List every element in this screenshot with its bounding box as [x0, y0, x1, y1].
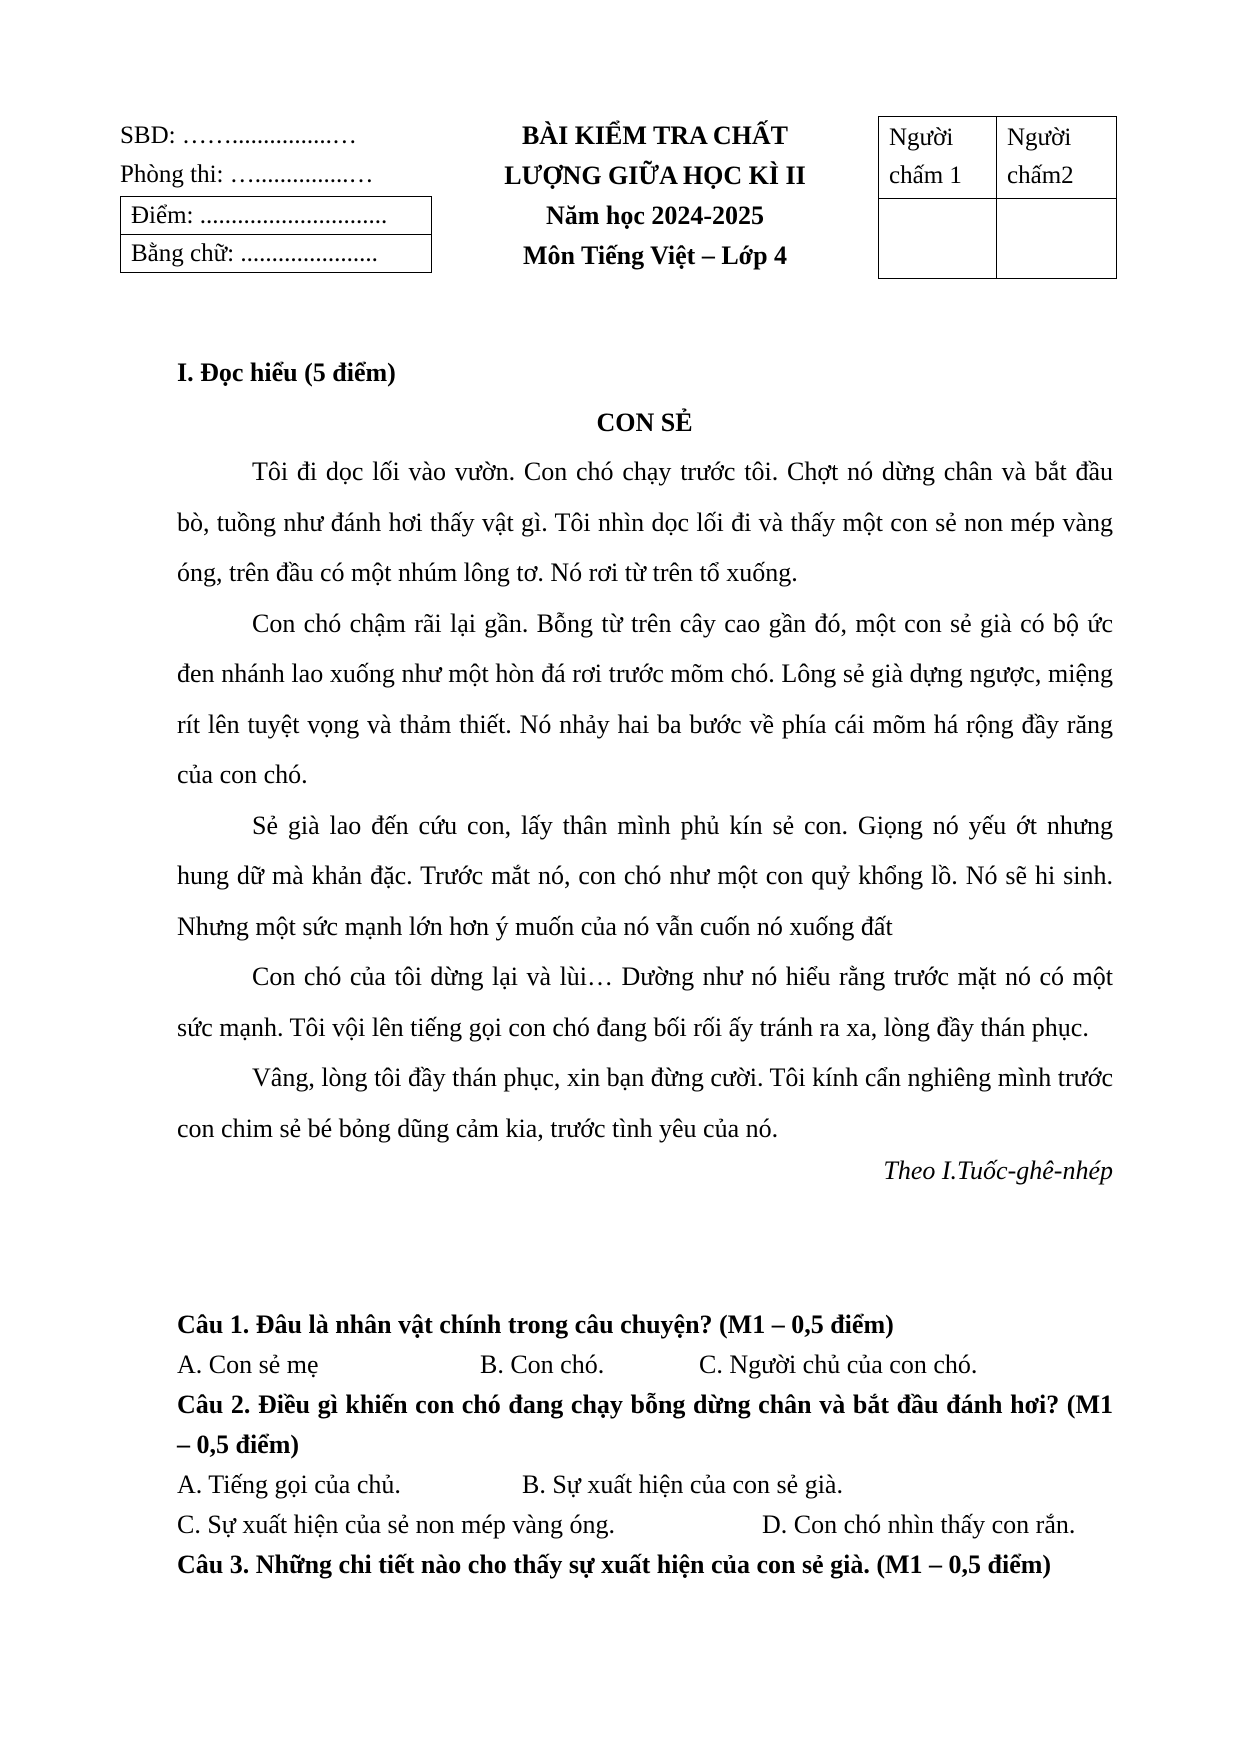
- option-text: A. Con sẻ mẹ: [177, 1350, 319, 1379]
- question-2-options-row1: [177, 1465, 1113, 1505]
- exam-title-line1: BÀI KIỂM TRA CHẤT: [521, 121, 789, 150]
- option-text: D. Con chó nhìn thấy con rắn.: [762, 1510, 1076, 1539]
- question-3: Câu 3. Những chi tiết nào cho thấy sự xuất hiện của con sẻ già. (M1 – 0,5 điểm): [177, 1550, 1052, 1579]
- option-text: B. Con chó.: [480, 1350, 605, 1379]
- story-paragraph: Tôi đi dọc lối vào vườn. Con chó chạy trước tôi. Chợt nó dừng chân và bắt đầu bò, tuồng như đánh hơi thấy vật gì. Tôi nhìn dọc lối đi và thấy một con sẻ non mép vàng óng, trên đầu có một nhúm lông tơ. Nó rơi từ trên tổ xuống.: [177, 457, 1113, 587]
- question-2: Câu 2. Điều gì khiến con chó đang chạy bỗng dừng chân và bắt đầu đánh hơi? (M1 – 0,5 điểm): [177, 1390, 1113, 1459]
- grader-2-line2: chấm2: [1007, 162, 1074, 189]
- grader-2-line1: Người: [1007, 124, 1072, 151]
- story-paragraph: Vâng, lòng tôi đầy thán phục, xin bạn đừng cười. Tôi kính cẩn nghiêng mình trước con chim sẻ bé bỏng dũng cảm kia, trước tình yêu của nó.: [177, 1063, 1113, 1143]
- story-title: CON SẺ: [596, 408, 693, 437]
- option-text: C. Người chủ của con chó.: [699, 1350, 978, 1379]
- grader-1-cell: [879, 117, 997, 199]
- grader-1-line2: chấm 1: [889, 162, 962, 189]
- sbd-line: SBD: ……................…: [120, 122, 357, 149]
- question-1-options: [177, 1345, 1113, 1385]
- option-text: B. Sự xuất hiện của con sẻ già.: [522, 1470, 843, 1499]
- grader-1-line1: Người: [889, 124, 954, 151]
- grader-table: [878, 116, 1117, 279]
- story-paragraph: Sẻ già lao đến cứu con, lấy thân mình phủ kín sẻ con. Giọng nó yếu ớt nhưng hung dữ mà khản đặc. Trước mắt nó, con chó như một con quỷ khổng lồ. Nó sẽ hi sinh. Nhưng một sức mạnh lớn hơn ý muốn của nó vẫn cuốn nó xuống đất: [177, 810, 1113, 941]
- grader-2-signature: [997, 199, 1117, 279]
- option-text: C. Sự xuất hiện của sẻ non mép vàng óng.: [177, 1510, 615, 1539]
- exam-subject: Môn Tiếng Việt – Lớp 4: [522, 241, 788, 270]
- room-line: Phòng thi: …...............…: [120, 161, 374, 188]
- exam-title-line2: LƯỢNG GIỮA HỌC KÌ II: [504, 161, 806, 190]
- option-text: A. Tiếng gọi của chủ.: [177, 1470, 401, 1499]
- score-words-label: Bằng chữ: ......................: [121, 235, 432, 273]
- question-2-options-row2: [177, 1505, 1113, 1545]
- story-body: [177, 447, 1113, 1186]
- score-label: Điểm: ..............................: [121, 197, 432, 235]
- grader-2-cell: [997, 117, 1117, 199]
- exam-year: Năm học 2024-2025: [545, 201, 765, 230]
- section-title: I. Đọc hiểu (5 điểm): [177, 358, 396, 387]
- question-1: Câu 1. Đâu là nhân vật chính trong câu chuyện? (M1 – 0,5 điểm): [177, 1310, 894, 1339]
- story-source: Theo I.Tuốc-ghê-nhép: [883, 1156, 1113, 1185]
- questions: [177, 1305, 1113, 1585]
- story-paragraph: Con chó của tôi dừng lại và lùi… Dường như nó hiểu rằng trước mặt nó có một sức mạnh. Tôi vội lên tiếng gọi con chó đang bối rối ấy tránh ra xa, lòng đầy thán phục.: [177, 962, 1113, 1042]
- exam-title-block: [455, 116, 855, 276]
- grader-1-signature: [879, 199, 997, 279]
- score-box: [120, 196, 432, 273]
- story-paragraph: Con chó chậm rãi lại gần. Bỗng từ trên cây cao gần đó, một con sẻ già có bộ ức đen nhánh lao xuống như một hòn đá rơi trước mõm chó. Lông sẻ già dựng ngược, miệng rít lên tuyệt vọng và thảm thiết. Nó nhảy hai ba bước về phía cái mõm há rộng đầy răng của con chó.: [177, 608, 1113, 789]
